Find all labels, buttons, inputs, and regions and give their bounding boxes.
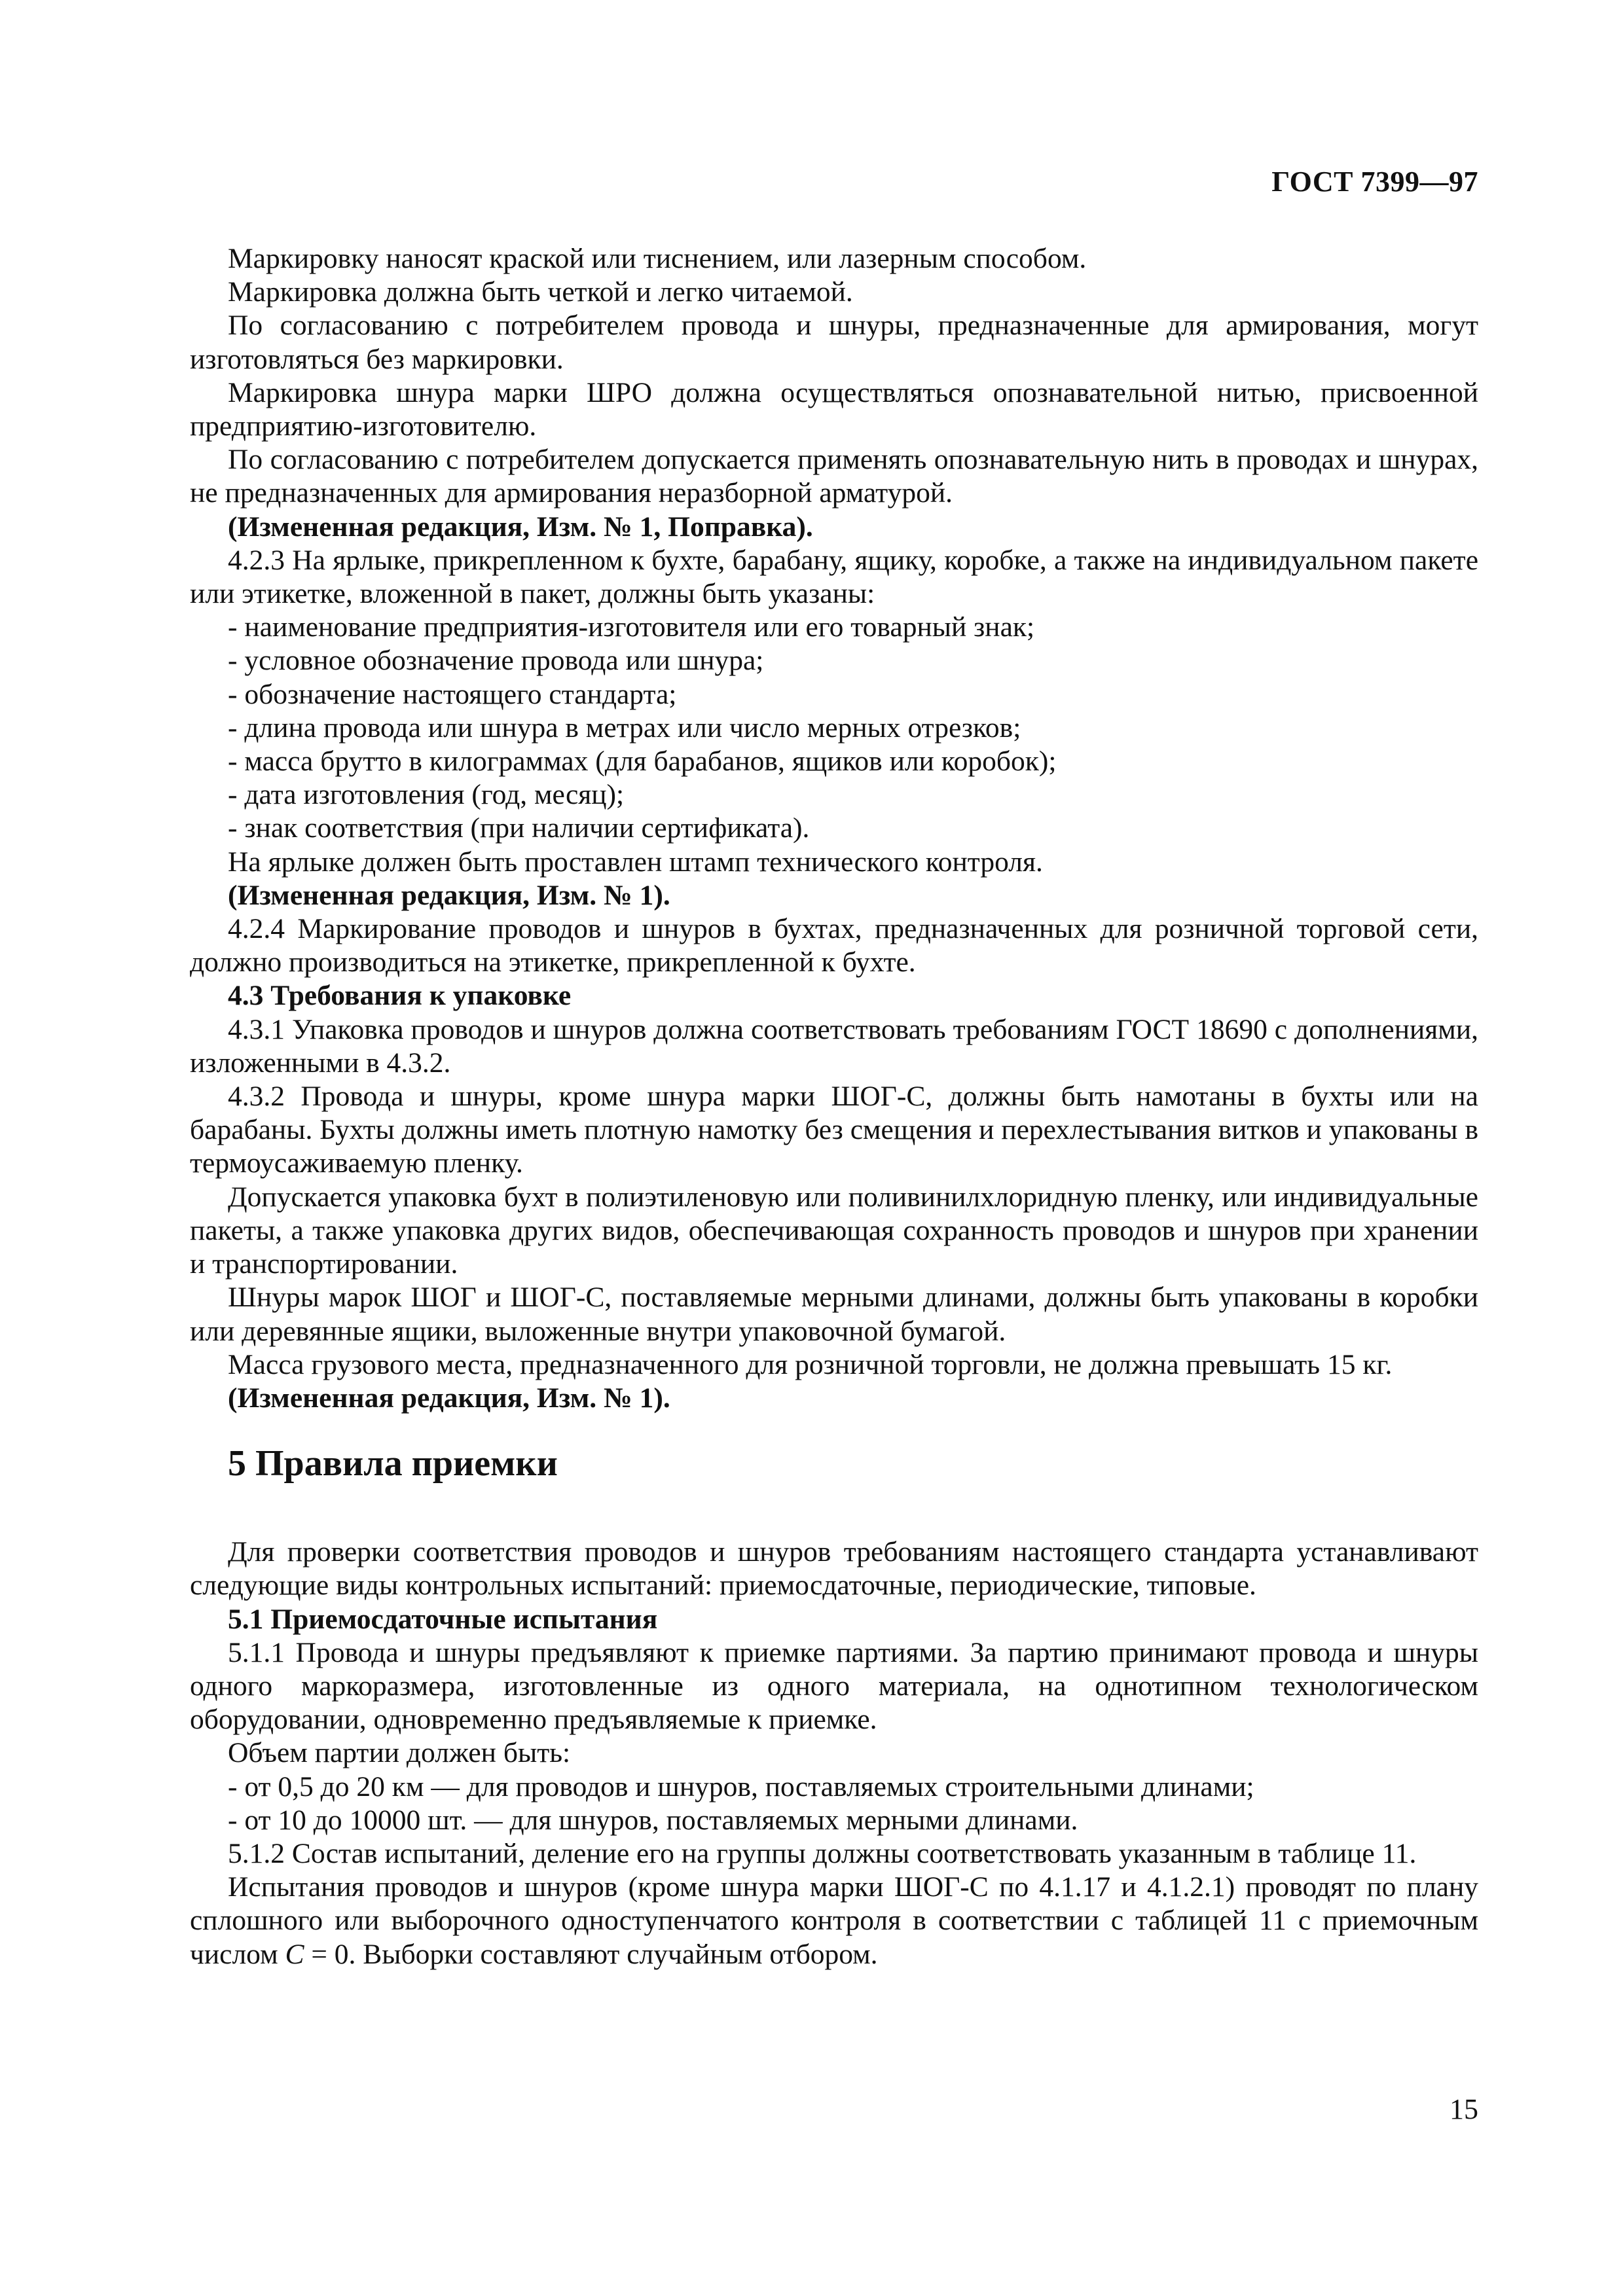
- document-body: [190, 242, 1478, 1971]
- variable: C: [285, 1938, 304, 1970]
- text-run: = 0. Выборки составляют случайным отбором.: [304, 1938, 878, 1970]
- page-number: 15: [1450, 2093, 1478, 2125]
- document-header: ГОСТ 7399—97: [1271, 166, 1478, 198]
- paragraph: По согласованию с потребителем допускается применять опознавательную нить в проводах и шнурах, не предназначенных для армирования неразборной арматурой.: [190, 444, 1478, 509]
- edition-note: (Измененная редакция, Изм. № 1).: [228, 879, 670, 911]
- paragraph: Маркировка должна быть четкой и легко читаемой.: [228, 276, 853, 308]
- paragraph: На ярлыке должен быть проставлен штамп технического контроля.: [228, 846, 1043, 878]
- list-item: - условное обозначение провода или шнура;: [228, 645, 764, 677]
- paragraph: Допускается упаковка бухт в полиэтиленовую или поливинилхлоридную пленку, или индивидуальные пакеты, а также упаковка других видов, обеспечивающая сохранность проводов и шнуров при хранении и транспортировании.: [190, 1181, 1478, 1280]
- section-title: 5 Правила приемки: [228, 1443, 558, 1484]
- list-item: - знак соответствия (при наличии сертификата).: [228, 812, 810, 844]
- paragraph: Маркировка шнура марки ШРО должна осуществляться опознавательной нитью, присвоенной предприятию-изготовителю.: [190, 376, 1478, 442]
- edition-note: (Измененная редакция, Изм. № 1).: [228, 1382, 670, 1414]
- clause-5-1-2: 5.1.2 Состав испытаний, деление его на группы должны соответствовать указанным в таблице 11.: [228, 1837, 1417, 1869]
- paragraph: Масса грузового места, предназначенного для розничной торговли, не должна превышать 15 кг.: [228, 1348, 1393, 1380]
- list-item: - обозначение настоящего стандарта;: [228, 678, 677, 710]
- clause-4-3-2: 4.3.2 Провода и шнуры, кроме шнура марки ШОГ-С, должны быть намотаны в бухты или на барабаны. Бухты должны иметь плотную намотку без смещения и перехлестывания витков и упакованы в термоусаживаемую пленку.: [190, 1081, 1478, 1179]
- clause-5-1-1: 5.1.1 Провода и шнуры предъявляют к приемке партиями. За партию принимают провода и шнуры одного маркоразмера, изготовленные из одного материала, на однотипном технологическом оборудовании, одновременно предъявляемые к приемке.: [190, 1636, 1478, 1736]
- subsection-heading: 5.1 Приемосдаточные испытания: [228, 1603, 658, 1635]
- clause-4-2-3: 4.2.3 На ярлыке, прикрепленном к бухте, барабану, ящику, коробке, а также на индивидуальном пакете или этикетке, вложенной в пакет, должны быть указаны:: [190, 544, 1478, 610]
- list-item: - наименование предприятия-изготовителя или его товарный знак;: [228, 611, 1035, 643]
- subsection-heading: 4.3 Требования к упаковке: [228, 980, 572, 1012]
- edition-note: (Измененная редакция, Изм. № 1, Поправка).: [228, 511, 813, 543]
- text-run: Испытания проводов и шнуров (кроме шнура марки ШОГ-С по 4.1.17 и 4.1.2.1) проводят по плану сплошного или выборочного одноступенчатого контроля в соответствии с таблицей 11 с приемочным числом: [190, 1871, 1478, 1970]
- paragraph: Маркировку наносят краской или тиснением, или лазерным способом.: [228, 243, 1087, 274]
- list-item: - масса брутто в килограммах (для барабанов, ящиков или коробок);: [228, 745, 1057, 778]
- clause-4-2-4: 4.2.4 Маркирование проводов и шнуров в бухтах, предназначенных для розничной торговой сети, должно производиться на этикетке, прикрепленной к бухте.: [190, 913, 1478, 978]
- clause-4-3-1: 4.3.1 Упаковка проводов и шнуров должна соответствовать требованиям ГОСТ 18690 с дополнениями, изложенными в 4.3.2.: [190, 1013, 1478, 1079]
- paragraph: Объем партии должен быть:: [228, 1737, 571, 1769]
- list-item: - от 0,5 до 20 км — для проводов и шнуров, поставляемых строительными длинами;: [228, 1770, 1254, 1803]
- list-item: - дата изготовления (год, месяц);: [228, 779, 625, 811]
- list-item: - длина провода или шнура в метрах или число мерных отрезков;: [228, 711, 1021, 744]
- paragraph: По согласованию с потребителем провода и шнуры, предназначенные для армирования, могут изготовляться без маркировки.: [190, 310, 1478, 375]
- paragraph: [190, 1871, 1478, 1971]
- paragraph: Для проверки соответствия проводов и шнуров требованиям настоящего стандарта устанавливают следующие виды контрольных испытаний: приемосдаточные, периодические, типовые.: [190, 1536, 1478, 1602]
- list-item: - от 10 до 10000 шт. — для шнуров, поставляемых мерными длинами.: [228, 1804, 1078, 1836]
- paragraph: Шнуры марок ШОГ и ШОГ-С, поставляемые мерными длинами, должны быть упакованы в коробки или деревянные ящики, выложенные внутри упаковочной бумагой.: [190, 1282, 1478, 1347]
